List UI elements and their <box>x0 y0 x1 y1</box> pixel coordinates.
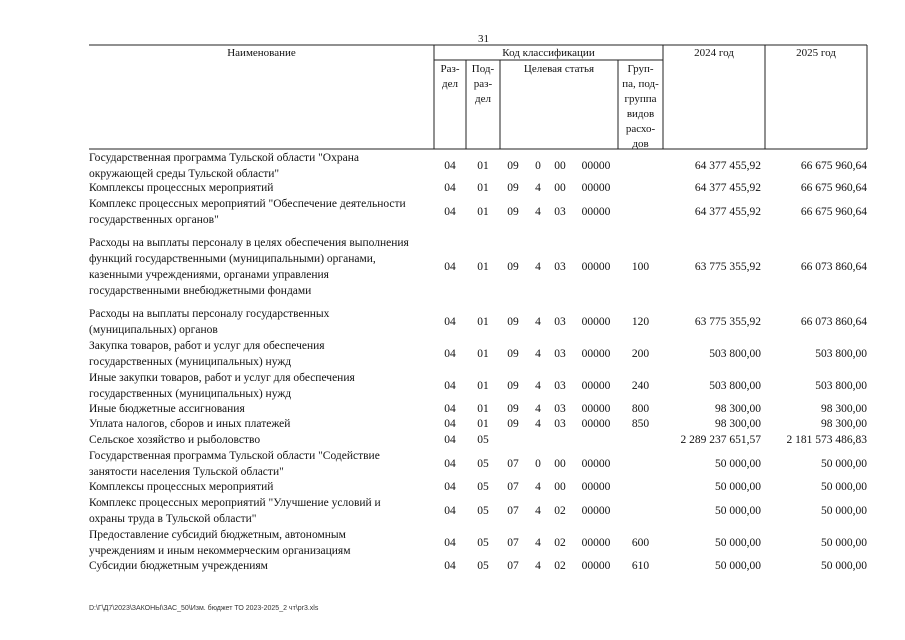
cell-c3: 00 <box>554 160 566 172</box>
cell-pr: 05 <box>477 481 489 493</box>
cell-pr: 01 <box>477 348 489 360</box>
cell-v2025: 503 800,00 <box>815 380 867 392</box>
cell-c2: 4 <box>535 403 541 415</box>
cell-c2: 4 <box>535 380 541 392</box>
row-name <box>89 527 434 559</box>
header-podrazdel-line: Под- <box>471 63 495 75</box>
cell-c1: 09 <box>507 348 519 360</box>
cell-c3: 00 <box>554 481 566 493</box>
row-name-line: Иные бюджетные ассигнования <box>89 403 245 415</box>
cell-rz: 04 <box>444 182 456 194</box>
row-name <box>89 180 434 196</box>
cell-c2: 4 <box>535 182 541 194</box>
header-vid <box>618 62 663 152</box>
header-razdel <box>434 62 466 92</box>
cell-vr: 600 <box>631 537 650 549</box>
cell-vr: 610 <box>631 560 650 572</box>
header-vid-line: видов <box>626 108 655 120</box>
row-name-line: Закупка товаров, работ и услуг для обеспечения <box>89 340 325 352</box>
cell-vr: 100 <box>631 261 650 273</box>
cell-c2: 4 <box>535 505 541 517</box>
cell-v2025: 50 000,00 <box>821 458 867 470</box>
header-vid-line: дов <box>632 138 649 150</box>
cell-c4: 00000 <box>581 348 611 360</box>
cell-c2: 4 <box>535 348 541 360</box>
cell-v2024: 64 377 455,92 <box>694 206 761 218</box>
cell-c1: 07 <box>507 537 519 549</box>
cell-pr: 05 <box>477 434 489 446</box>
cell-c4: 00000 <box>581 316 611 328</box>
row-name-line: (муниципальных) органов <box>89 324 218 336</box>
cell-rz: 04 <box>444 537 456 549</box>
cell-v2025: 66 073 860,64 <box>800 261 867 273</box>
cell-v2024: 503 800,00 <box>709 380 761 392</box>
row-name-line: Субсидии бюджетным учреждениям <box>89 560 268 572</box>
cell-v2025: 66 073 860,64 <box>800 316 867 328</box>
cell-rz: 04 <box>444 261 456 273</box>
row-name <box>89 401 434 417</box>
cell-c2: 4 <box>535 537 541 549</box>
row-name-line: Комплекс процессных мероприятий "Улучшение условий и <box>89 497 381 509</box>
header-podrazdel-line: дел <box>475 93 491 105</box>
row-name <box>89 196 434 228</box>
cell-v2024: 63 775 355,92 <box>694 261 761 273</box>
cell-c1: 09 <box>507 182 519 194</box>
header-vid-line: па, под- <box>622 78 659 90</box>
cell-vr: 800 <box>631 403 650 415</box>
header-razdel-line: дел <box>442 78 458 90</box>
cell-c1: 07 <box>507 481 519 493</box>
cell-rz: 04 <box>444 434 456 446</box>
header-target: Целевая статья <box>523 63 595 75</box>
cell-c3: 03 <box>554 316 566 328</box>
header-podrazdel-line: раз- <box>473 78 493 90</box>
row-name <box>89 432 434 448</box>
cell-v2024: 50 000,00 <box>715 537 761 549</box>
cell-pr: 05 <box>477 458 489 470</box>
cell-c4: 00000 <box>581 206 611 218</box>
cell-v2025: 66 675 960,64 <box>800 206 867 218</box>
cell-pr: 01 <box>477 380 489 392</box>
header-vid-line: Груп- <box>627 63 654 75</box>
cell-c3: 00 <box>554 182 566 194</box>
row-name-line: государственными внебюджетными фондами <box>89 285 312 297</box>
cell-v2024: 98 300,00 <box>715 403 761 415</box>
cell-c2: 4 <box>535 206 541 218</box>
cell-c4: 00000 <box>581 261 611 273</box>
page-number: 31 <box>478 33 489 45</box>
row-name-line: Расходы на выплаты персоналу в целях обеспечения выполнения <box>89 237 409 249</box>
cell-v2025: 98 300,00 <box>821 418 867 430</box>
cell-c3: 00 <box>554 458 566 470</box>
header-code: Код классификации <box>502 47 595 59</box>
cell-c1: 07 <box>507 458 519 470</box>
cell-c4: 00000 <box>581 403 611 415</box>
cell-c1: 09 <box>507 316 519 328</box>
cell-c2: 4 <box>535 261 541 273</box>
row-name <box>89 479 434 495</box>
cell-pr: 01 <box>477 182 489 194</box>
row-name-line: государственных (муниципальных) нужд <box>89 388 292 400</box>
row-name-line: Комплексы процессных мероприятий <box>89 182 274 194</box>
cell-pr: 01 <box>477 316 489 328</box>
cell-v2025: 2 181 573 486,83 <box>786 434 867 446</box>
cell-v2025: 503 800,00 <box>815 348 867 360</box>
cell-c1: 09 <box>507 261 519 273</box>
cell-c2: 4 <box>535 560 541 572</box>
row-name-line: Государственная программа Тульской области "Охрана <box>89 152 359 164</box>
cell-c4: 00000 <box>581 537 611 549</box>
row-name <box>89 558 434 574</box>
cell-v2025: 50 000,00 <box>821 560 867 572</box>
row-name-line: Расходы на выплаты персоналу государственных <box>89 308 330 320</box>
cell-c4: 00000 <box>581 418 611 430</box>
cell-c2: 4 <box>535 316 541 328</box>
cell-c1: 09 <box>507 206 519 218</box>
cell-c4: 00000 <box>581 182 611 194</box>
header-name: Наименование <box>227 47 296 59</box>
row-name-line: казенными учреждениями, органами управления <box>89 269 329 281</box>
row-name-line: государственных (муниципальных) нужд <box>89 356 292 368</box>
cell-vr: 850 <box>631 418 650 430</box>
cell-rz: 04 <box>444 505 456 517</box>
cell-v2025: 50 000,00 <box>821 481 867 493</box>
row-name-line: Государственная программа Тульской области "Содействие <box>89 450 380 462</box>
cell-c4: 00000 <box>581 481 611 493</box>
row-name <box>89 306 434 338</box>
cell-v2024: 63 775 355,92 <box>694 316 761 328</box>
cell-rz: 04 <box>444 206 456 218</box>
cell-vr: 240 <box>631 380 650 392</box>
row-name <box>89 370 434 402</box>
cell-c3: 03 <box>554 348 566 360</box>
cell-v2024: 50 000,00 <box>715 458 761 470</box>
cell-v2025: 98 300,00 <box>821 403 867 415</box>
cell-c2: 0 <box>535 458 541 470</box>
row-name <box>89 448 434 480</box>
cell-pr: 01 <box>477 160 489 172</box>
row-name-line: учреждениям и иным некоммерческим организациям <box>89 545 351 557</box>
cell-v2024: 64 377 455,92 <box>694 182 761 194</box>
cell-rz: 04 <box>444 160 456 172</box>
cell-rz: 04 <box>444 481 456 493</box>
cell-c4: 00000 <box>581 160 611 172</box>
cell-c1: 09 <box>507 403 519 415</box>
cell-vr: 120 <box>631 316 650 328</box>
cell-v2024: 503 800,00 <box>709 348 761 360</box>
header-vid-line: группа <box>624 93 657 105</box>
row-name <box>89 338 434 370</box>
cell-c1: 07 <box>507 560 519 572</box>
row-name <box>89 150 434 182</box>
cell-rz: 04 <box>444 403 456 415</box>
cell-c4: 00000 <box>581 505 611 517</box>
cell-rz: 04 <box>444 348 456 360</box>
cell-pr: 01 <box>477 261 489 273</box>
cell-v2025: 50 000,00 <box>821 505 867 517</box>
header-razdel-line: Раз- <box>440 63 460 75</box>
cell-pr: 01 <box>477 418 489 430</box>
cell-c3: 02 <box>554 537 566 549</box>
header-2024: 2024 год <box>694 47 734 59</box>
row-name-line: Комплекс процессных мероприятий "Обеспечение деятельности <box>89 198 406 210</box>
header-2025: 2025 год <box>796 47 836 59</box>
row-name-line: Иные закупки товаров, работ и услуг для обеспечения <box>89 372 355 384</box>
cell-pr: 05 <box>477 505 489 517</box>
cell-c3: 02 <box>554 505 566 517</box>
row-name <box>89 416 434 432</box>
cell-pr: 01 <box>477 403 489 415</box>
cell-c1: 09 <box>507 380 519 392</box>
row-name-line: государственных органов" <box>89 214 219 226</box>
cell-rz: 04 <box>444 560 456 572</box>
cell-c4: 00000 <box>581 560 611 572</box>
cell-c4: 00000 <box>581 458 611 470</box>
cell-v2025: 66 675 960,64 <box>800 160 867 172</box>
cell-c3: 03 <box>554 261 566 273</box>
row-name-line: функций государственными (муниципальными) органами, <box>89 253 376 265</box>
cell-rz: 04 <box>444 316 456 328</box>
cell-c1: 07 <box>507 505 519 517</box>
cell-pr: 01 <box>477 206 489 218</box>
cell-c3: 03 <box>554 206 566 218</box>
row-name-line: Комплексы процессных мероприятий <box>89 481 274 493</box>
file-path-footer: D:\Г\Д7\2023\ЗАКОНЫ\ЗАС_50\Изм. бюджет ТО 2023-2025_2 чт\pr3.xls <box>89 605 319 612</box>
row-name-line: Сельское хозяйство и рыболовство <box>89 434 261 446</box>
cell-vr: 200 <box>631 348 650 360</box>
cell-c3: 02 <box>554 560 566 572</box>
cell-rz: 04 <box>444 418 456 430</box>
cell-c1: 09 <box>507 160 519 172</box>
cell-c3: 03 <box>554 403 566 415</box>
cell-rz: 04 <box>444 458 456 470</box>
cell-v2024: 50 000,00 <box>715 505 761 517</box>
cell-c1: 09 <box>507 418 519 430</box>
cell-v2025: 50 000,00 <box>821 537 867 549</box>
cell-pr: 05 <box>477 560 489 572</box>
header-vid-line: расхо- <box>625 123 656 135</box>
cell-v2025: 66 675 960,64 <box>800 182 867 194</box>
row-name-line: Уплата налогов, сборов и иных платежей <box>89 418 291 430</box>
cell-v2024: 98 300,00 <box>715 418 761 430</box>
cell-c2: 4 <box>535 481 541 493</box>
row-name-line: окружающей среды Тульской области" <box>89 168 280 180</box>
cell-c2: 0 <box>535 160 541 172</box>
header-podrazdel <box>466 62 500 107</box>
cell-pr: 05 <box>477 537 489 549</box>
row-name-line: охраны труда в Тульской области" <box>89 513 257 525</box>
cell-c4: 00000 <box>581 380 611 392</box>
row-name <box>89 495 434 527</box>
row-name <box>89 235 434 299</box>
cell-v2024: 50 000,00 <box>715 560 761 572</box>
cell-c2: 4 <box>535 418 541 430</box>
cell-v2024: 64 377 455,92 <box>694 160 761 172</box>
cell-c3: 03 <box>554 380 566 392</box>
cell-v2024: 2 289 237 651,57 <box>680 434 761 446</box>
row-name-line: Предоставление субсидий бюджетным, автономным <box>89 529 346 541</box>
row-name-line: занятости населения Тульской области" <box>89 466 284 478</box>
cell-rz: 04 <box>444 380 456 392</box>
cell-v2024: 50 000,00 <box>715 481 761 493</box>
cell-c3: 03 <box>554 418 566 430</box>
